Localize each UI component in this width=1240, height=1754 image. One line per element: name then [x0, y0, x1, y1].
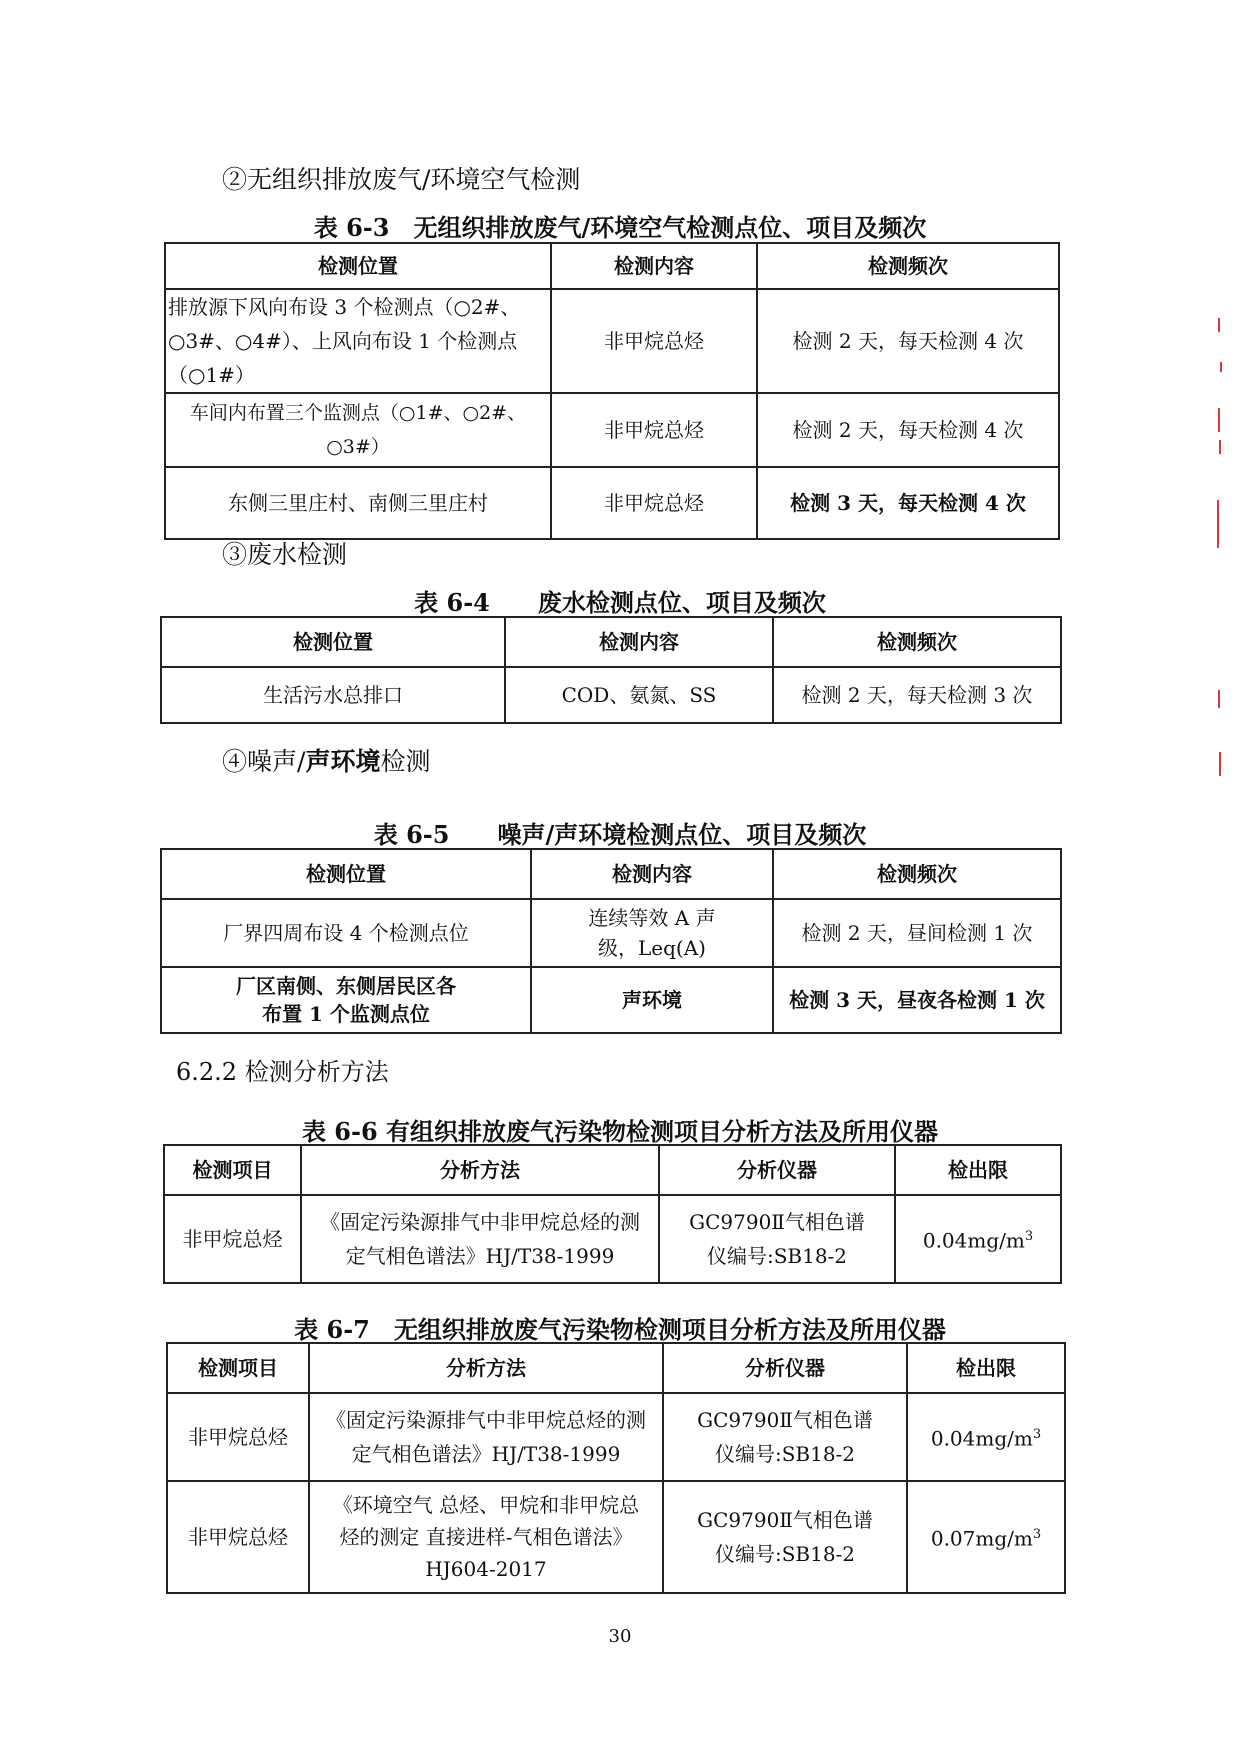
table-cell: 非甲烷总烃 — [167, 1481, 309, 1593]
table-cell: COD、氨氮、SS — [505, 667, 773, 723]
table-cell: 非甲烷总烃 — [551, 393, 757, 467]
margin-mark — [1218, 318, 1220, 332]
table-header: 检测内容 — [531, 849, 773, 899]
section-heading-4-prefix: ④噪声/ — [222, 747, 306, 776]
table-header: 分析方法 — [301, 1145, 659, 1195]
table-cell: 检测 2 天，每天检测 4 次 — [757, 393, 1059, 467]
table-header: 检测位置 — [161, 849, 531, 899]
table-header: 分析方法 — [309, 1343, 663, 1393]
table-header: 检测频次 — [773, 849, 1061, 899]
table-row — [161, 967, 1061, 1033]
table-row — [167, 1393, 1065, 1481]
table-cell: GC9790Ⅱ气相色谱仪编号:SB18-2 — [659, 1195, 895, 1283]
table-6-7 — [166, 1342, 1066, 1594]
table-header: 检出限 — [895, 1145, 1061, 1195]
table-header: 分析仪器 — [659, 1145, 895, 1195]
table-cell: 声环境 — [531, 967, 773, 1033]
table-row — [161, 667, 1061, 723]
margin-mark — [1219, 440, 1221, 454]
table-cell: 非甲烷总烃 — [164, 1195, 301, 1283]
table-cell: 非甲烷总烃 — [551, 467, 757, 539]
table-cell: 东侧三里庄村、南侧三里庄村 — [165, 467, 551, 539]
table-row — [165, 467, 1059, 539]
margin-mark — [1218, 690, 1220, 708]
section-heading-2: ②无组织排放废气/环境空气检测 — [222, 165, 581, 194]
table-cell: 厂区南侧、东侧居民区各布置 1 个监测点位 — [161, 967, 531, 1033]
table-6-4 — [160, 616, 1062, 724]
section-heading-4 — [222, 742, 430, 778]
detection-limit-exponent: 3 — [1024, 1229, 1034, 1245]
table-header: 检测频次 — [773, 617, 1061, 667]
table-cell: 非甲烷总烃 — [551, 289, 757, 393]
table-header: 检测位置 — [161, 617, 505, 667]
table-cell: 《固定污染源排气中非甲烷总烃的测定气相色谱法》HJ/T38-1999 — [309, 1393, 663, 1481]
table-row — [164, 1195, 1061, 1283]
table-6-7-caption: 表 6-7 无组织排放废气污染物检测项目分析方法及所用仪器 — [294, 1315, 946, 1344]
table-cell: 检测 2 天，昼间检测 1 次 — [773, 899, 1061, 967]
table-row — [165, 289, 1059, 393]
table-cell: 生活污水总排口 — [161, 667, 505, 723]
table-cell — [907, 1481, 1065, 1593]
detection-limit-exponent: 3 — [1032, 1427, 1042, 1443]
table-cell — [895, 1195, 1061, 1283]
table-row — [161, 899, 1061, 967]
table-header: 检测频次 — [757, 243, 1059, 289]
table-6-6 — [163, 1144, 1062, 1284]
section-heading-3: ③废水检测 — [222, 540, 348, 569]
margin-mark — [1218, 408, 1220, 432]
table-6-4-caption: 表 6-4 废水检测点位、项目及频次 — [414, 588, 826, 617]
table-row — [167, 1481, 1065, 1593]
detection-limit-value: 0.04mg/m — [930, 1426, 1033, 1451]
table-cell: 非甲烷总烃 — [167, 1393, 309, 1481]
section-heading-6-2-2: 6.2.2 检测分析方法 — [176, 1058, 389, 1086]
table-cell: 厂界四周布设 4 个检测点位 — [161, 899, 531, 967]
table-header: 检测项目 — [164, 1145, 301, 1195]
table-cell: 排放源下风向布设 3 个检测点（○2#、○3#、○4#）、上风向布设 1 个检测点（○1#） — [165, 289, 551, 393]
detection-limit-value: 0.07mg/m — [930, 1526, 1033, 1551]
table-cell: 连续等效 A 声级，Leq(A) — [531, 899, 773, 967]
section-heading-4-suffix: 检测 — [380, 747, 431, 776]
table-row — [165, 393, 1059, 467]
table-cell: GC9790Ⅱ气相色谱仪编号:SB18-2 — [663, 1393, 907, 1481]
detection-limit-value: 0.04mg/m — [922, 1228, 1025, 1253]
table-cell: 检测 2 天，每天检测 3 次 — [773, 667, 1061, 723]
margin-mark — [1220, 362, 1222, 372]
table-6-5-caption: 表 6-5 噪声/声环境检测点位、项目及频次 — [373, 820, 867, 849]
table-header: 检测内容 — [505, 617, 773, 667]
table-cell: 《环境空气 总烃、甲烷和非甲烷总烃的测定 直接进样-气相色谱法》HJ604-2017 — [309, 1481, 663, 1593]
table-header: 检出限 — [907, 1343, 1065, 1393]
table-cell: 检测 3 天，昼夜各检测 1 次 — [773, 967, 1061, 1033]
table-cell — [907, 1393, 1065, 1481]
table-header: 分析仪器 — [663, 1343, 907, 1393]
table-header: 检测内容 — [551, 243, 757, 289]
table-6-5 — [160, 848, 1062, 1034]
table-cell: 检测 3 天，每天检测 4 次 — [757, 467, 1059, 539]
detection-limit-exponent: 3 — [1032, 1527, 1042, 1543]
table-header: 检测项目 — [167, 1343, 309, 1393]
section-heading-4-bold: 声环境 — [305, 747, 381, 776]
table-cell: GC9790Ⅱ气相色谱仪编号:SB18-2 — [663, 1481, 907, 1593]
margin-mark — [1219, 752, 1221, 776]
table-6-6-caption: 表 6-6 有组织排放废气污染物检测项目分析方法及所用仪器 — [301, 1117, 939, 1146]
table-header: 检测位置 — [165, 243, 551, 289]
margin-mark — [1217, 500, 1219, 548]
table-6-3-caption: 表 6-3 无组织排放废气/环境空气检测点位、项目及频次 — [313, 213, 927, 242]
table-cell: 车间内布置三个监测点（○1#、○2#、○3#） — [165, 393, 551, 467]
table-cell: 《固定污染源排气中非甲烷总烃的测定气相色谱法》HJ/T38-1999 — [301, 1195, 659, 1283]
table-cell: 检测 2 天，每天检测 4 次 — [757, 289, 1059, 393]
table-6-3 — [164, 242, 1060, 540]
page-number: 30 — [608, 1626, 632, 1647]
